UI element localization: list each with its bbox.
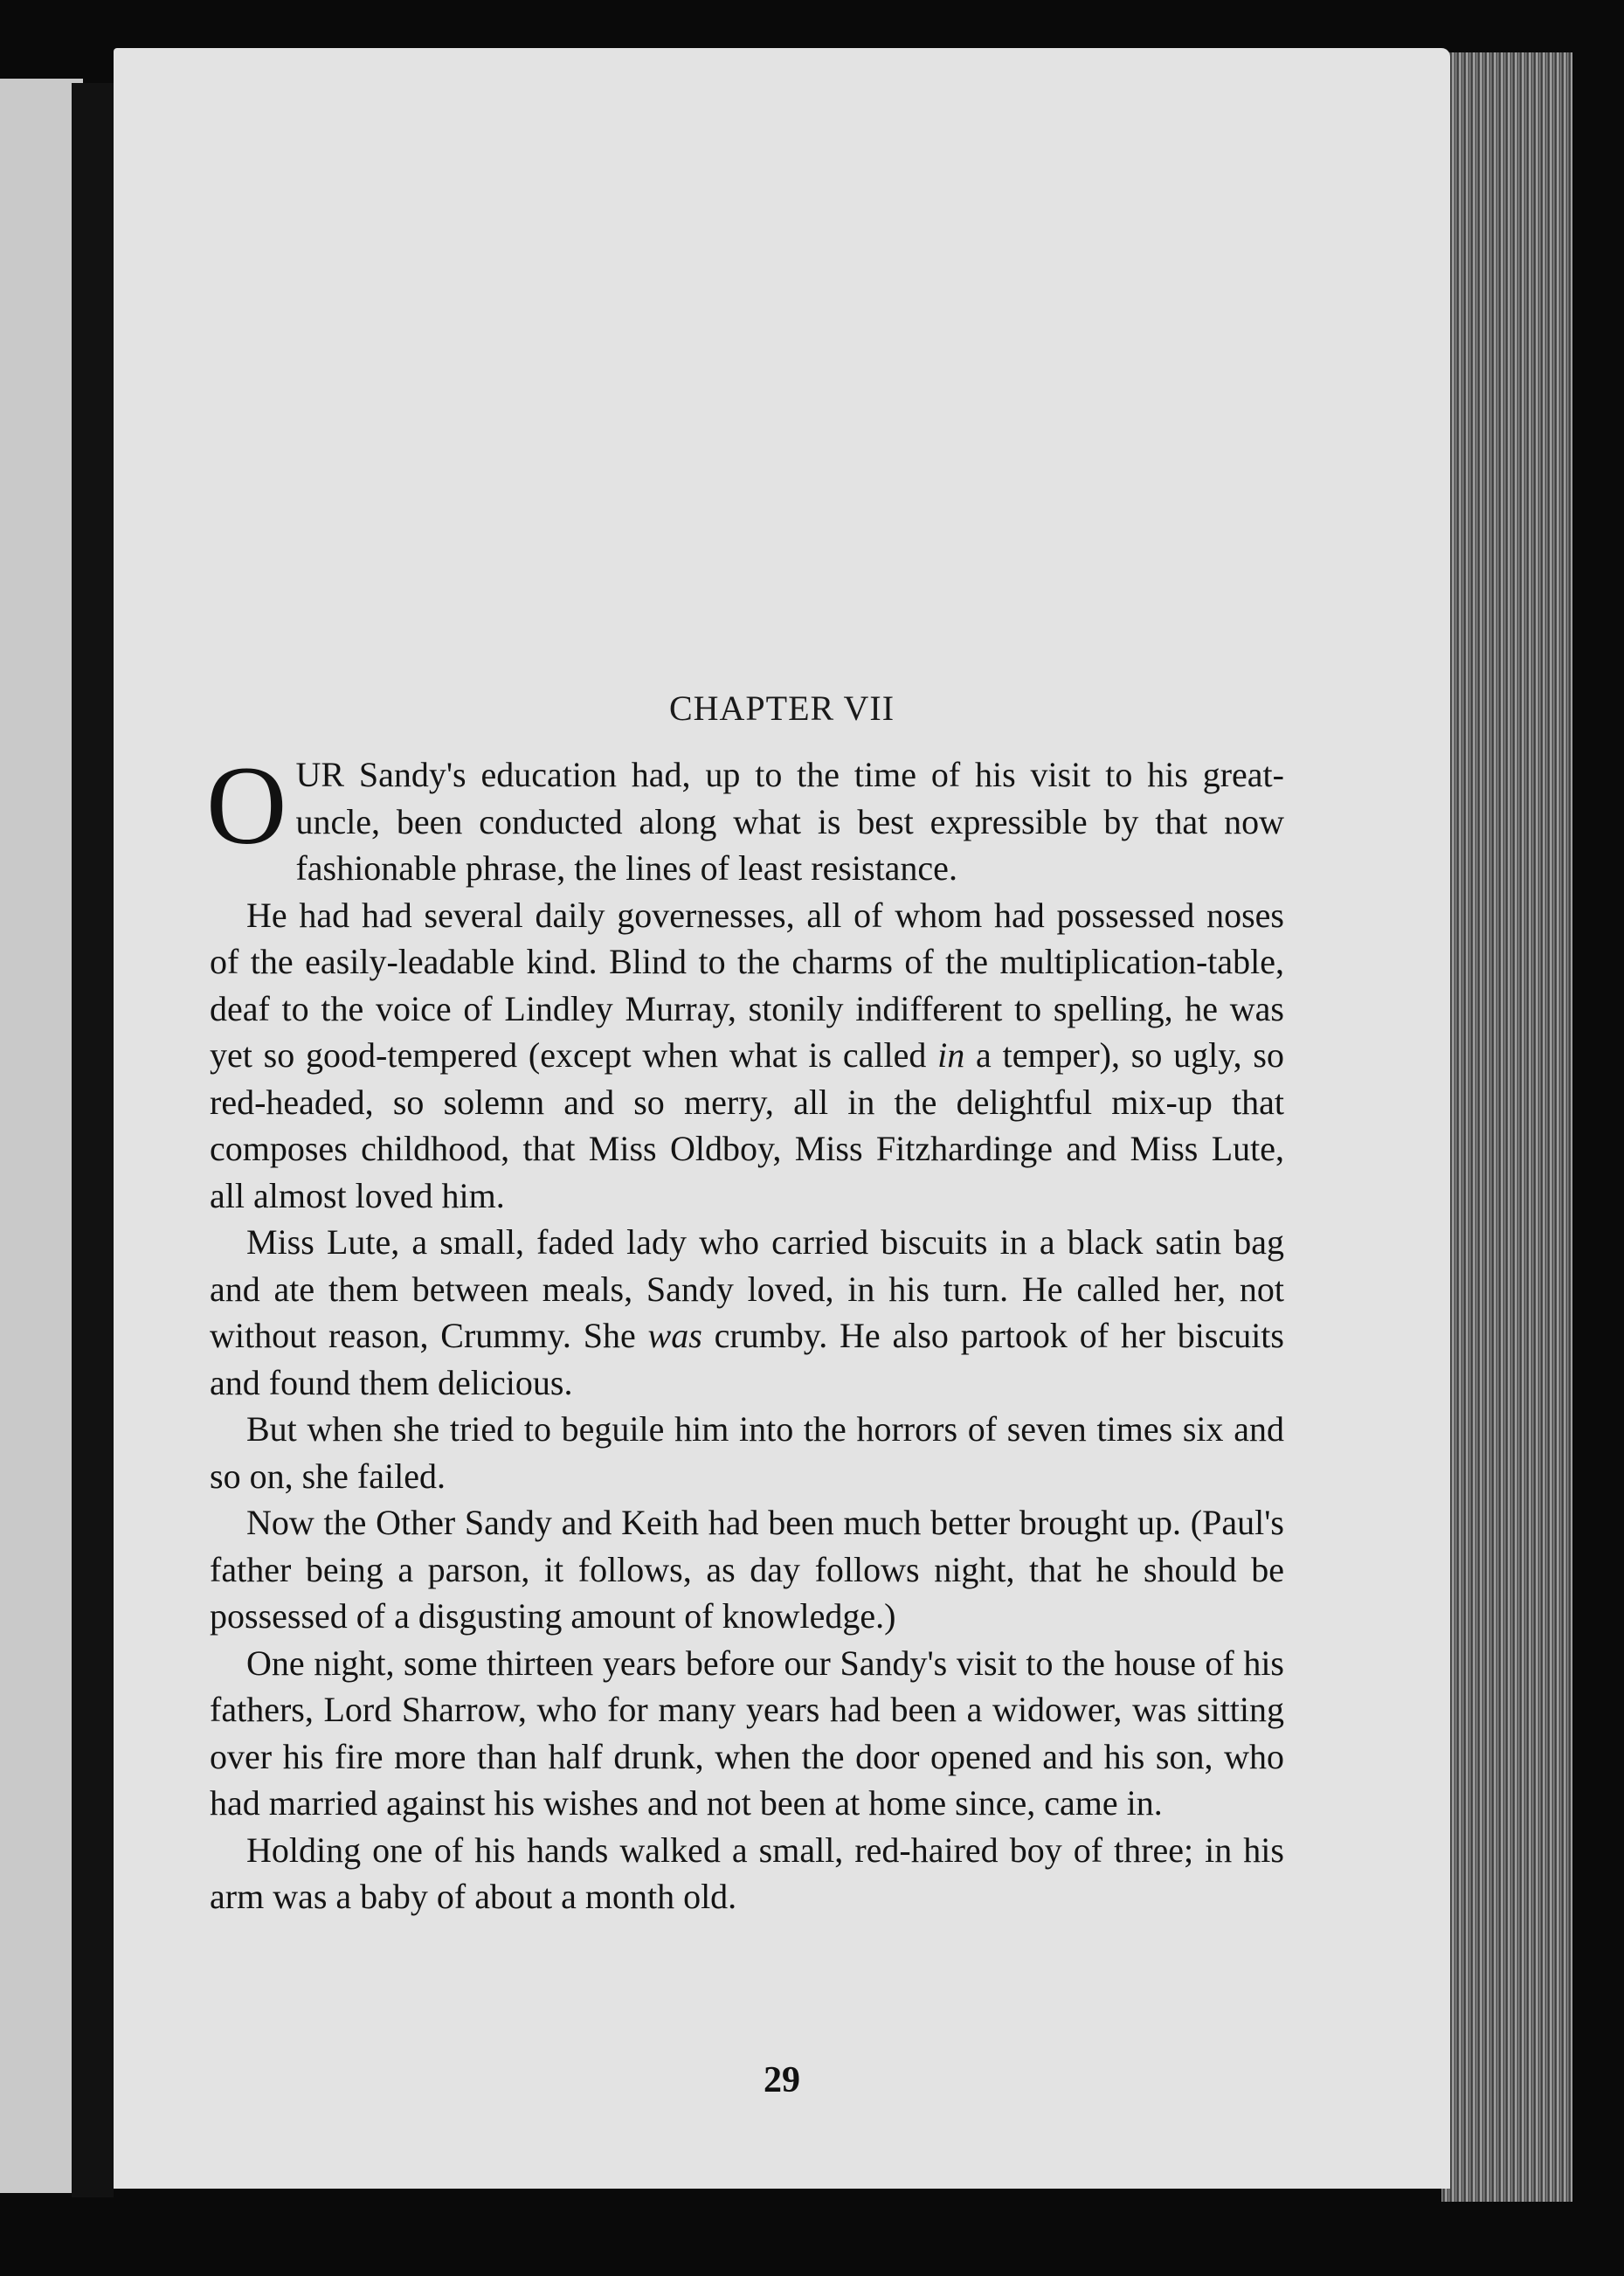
italic-in: in <box>937 1035 965 1075</box>
chapter-heading: CHAPTER VII <box>668 688 895 728</box>
paragraph-1 <box>206 744 1284 892</box>
paragraph-2 <box>210 892 1284 1220</box>
paragraph-3 <box>210 1219 1284 1406</box>
italic-was: was <box>647 1316 702 1355</box>
book-gutter <box>72 83 114 2197</box>
body-text <box>206 744 1284 1920</box>
paragraph-1-text: UR Sandy's education had, up to the time of his visit to his great-uncle, been conducted along what is best expressible by that now fashionable phrase, the lines of least resistance. <box>295 755 1284 888</box>
drop-cap: O <box>206 744 287 868</box>
paragraph-5: Now the Other Sandy and Keith had been much better brought up. (Paul's father being a parson, it follows, as day follows night, that he should be possessed of a disgusting amount of knowledge.) <box>210 1503 1284 1636</box>
paragraph-2-text-b: a temper), so ugly, so red-headed, so solemn and so merry, all in the delightful mix-up that composes childhood, that Miss Oldboy, Miss Fitzhardinge and Miss Lute, all almost loved him. <box>210 1035 1284 1215</box>
adjacent-page-edge <box>0 79 83 2193</box>
paragraph-7: Holding one of his hands walked a small, red-haired boy of three; in his arm was a baby of about a month old. <box>210 1830 1284 1916</box>
book-page <box>114 48 1450 2189</box>
paragraph-3-text-b: crumby. He also partook of her biscuits and found them delicious. <box>210 1316 1284 1402</box>
paragraph-3-text-a: Miss Lute, a small, faded lady who carried biscuits in a black satin bag and ate them between meals, Sandy loved, in his turn. He called her, not without reason, Crummy. She <box>210 1222 1284 1355</box>
paragraph-6: One night, some thirteen years before our Sandy's visit to the house of his fathers, Lord Sharrow, who for many years had been a widower, was sitting over his fire more than half drunk, when the door opened and his son, who had married against his wishes and not been at home since, came in. <box>210 1643 1284 1823</box>
page-number: 29 <box>764 2060 800 2100</box>
paragraph-4: But when she tried to beguile him into the horrors of seven times six and so on, she failed. <box>210 1409 1284 1496</box>
paragraph-2-text-a: He had had several daily governesses, all of whom had possessed noses of the easily-leadable kind. Blind to the charms of the multiplication-table, deaf to the voice of Lindley Murray, stonily indifferent to spelling, he was yet so good-tempered (except when what is called <box>210 895 1284 1075</box>
page-stack-edges <box>1441 52 1572 2202</box>
